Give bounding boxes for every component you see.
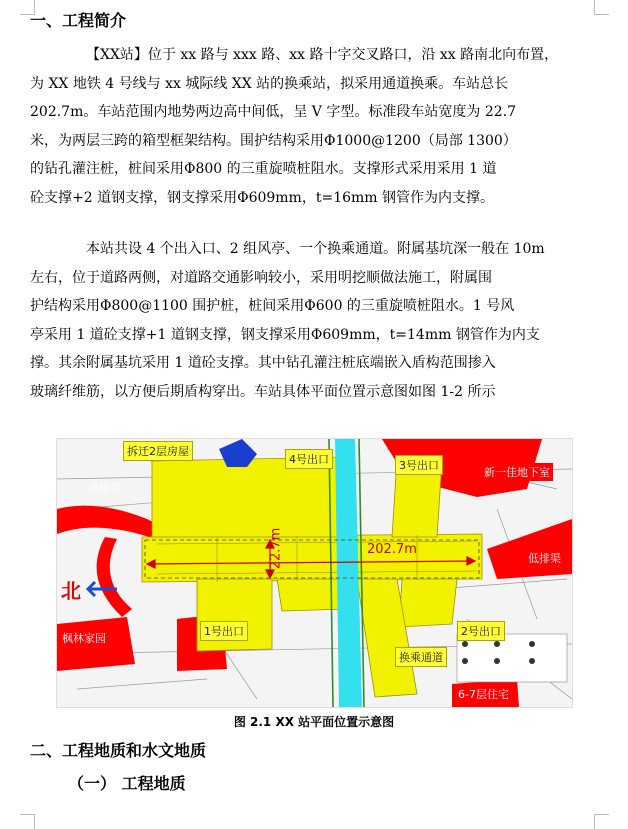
paragraph-station-facilities bbox=[30, 235, 578, 406]
section-heading-geology: 二、工程地质和水文地质 bbox=[30, 741, 207, 760]
station-site-plan-figure bbox=[56, 438, 573, 708]
text-line: 的钻孔灌注桩，桩间采用Φ800 的三重旋喷桩阻水。支撑形式采用采用 1 道 bbox=[30, 161, 497, 177]
label-low-drain: 低排渠 bbox=[528, 552, 561, 565]
label-garden: 枫林家园 bbox=[62, 632, 106, 645]
text-line: 【XX站】位于 xx 路与 xxx 路、xx 路十字交叉路口，沿 xx 路南北向布置， bbox=[86, 47, 559, 63]
dimension-width: 22.7m bbox=[268, 527, 284, 570]
label-demolish: 拆迁2层房屋 bbox=[123, 441, 193, 461]
text-line: 为 XX 地铁 4 号线与 xx 城际线 XX 站的换乘站，拟采用通道换乘。车站总长 bbox=[30, 75, 509, 92]
label-store: 新一佳地下室 bbox=[481, 463, 553, 481]
text-line: 本站共设 4 个出入口、2 组风亭、一个换乘通道。附属基坑深一般在 10m bbox=[86, 241, 545, 257]
corner-mark-bottom-left bbox=[20, 814, 35, 829]
text-line: 护结构采用Φ800@1100 围护桩，桩间采用Φ600 的三重旋喷桩阻水。1 号风 bbox=[30, 298, 515, 314]
label-transfer: 换乘通道 bbox=[395, 647, 447, 667]
label-exit-1: 1号出口 bbox=[200, 621, 248, 641]
label-high-drain: 高排渠 bbox=[88, 482, 121, 495]
text-line: 砼支撑+2 道钢支撑，钢支撑采用Φ609mm，t=16mm 钢管作为内支撑。 bbox=[30, 189, 495, 206]
text-line: 左右，位于道路两侧，对道路交通影响较小，采用明挖顺做法施工，附属围 bbox=[30, 269, 492, 286]
paragraph-station-overview bbox=[30, 41, 578, 212]
corner-mark-top-right bbox=[594, 0, 609, 15]
subsection-heading-engineering-geology: （一） 工程地质 bbox=[68, 774, 186, 793]
text-line: 撑。其余附属基坑采用 1 道砼支撑。其中钻孔灌注桩底端嵌入盾构范围掺入 bbox=[30, 355, 496, 371]
text-line: 米，为两层三跨的箱型框架结构。围护结构采用Φ1000@1200（局部 1300） bbox=[30, 132, 517, 149]
section-heading-intro: 一、工程简介 bbox=[30, 11, 127, 30]
corner-mark-bottom-right bbox=[594, 814, 609, 829]
figure-caption: 图 2.1 XX 站平面位置示意图 bbox=[233, 715, 395, 729]
text-line: 玻璃纤维筋，以方便后期盾构穿出。车站具体平面位置示意图如图 1-2 所示 bbox=[30, 383, 496, 400]
label-exit-2: 2号出口 bbox=[457, 621, 505, 641]
label-exit-3: 3号出口 bbox=[395, 455, 443, 475]
text-line: 亭采用 1 道砼支撑+1 道钢支撑，钢支撑采用Φ609mm，t=14mm 钢管作为内支 bbox=[30, 326, 540, 343]
dimension-length: 202.7m bbox=[367, 542, 417, 557]
label-housing: 6-7层住宅 bbox=[458, 688, 509, 701]
north-label: 北 bbox=[61, 579, 81, 603]
label-exit-4: 4号出口 bbox=[285, 449, 333, 469]
text-line: 202.7m。车站范围内地势两边高中间低，呈 V 字型。标准段车站宽度为 22.7 bbox=[30, 104, 516, 120]
